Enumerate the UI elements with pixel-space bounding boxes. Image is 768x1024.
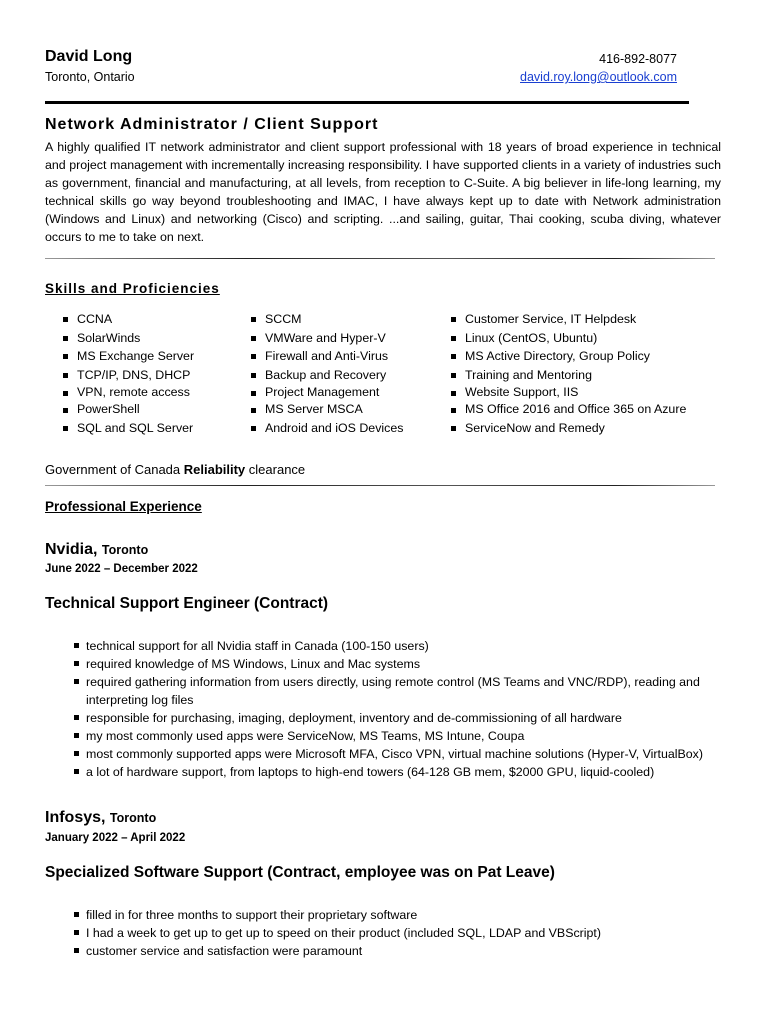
skill-item: MS Exchange Server — [61, 347, 194, 366]
skill-item: VPN, remote access — [61, 384, 194, 401]
skill-item: CCNA — [61, 310, 194, 329]
skill-item: Project Management — [249, 384, 403, 401]
job-role: Specialized Software Support (Contract, employee was on Pat Leave) — [45, 864, 555, 881]
skill-item: Training and Mentoring — [449, 366, 686, 385]
candidate-name: David Long — [45, 48, 133, 65]
skill-item: Backup and Recovery — [249, 366, 403, 385]
skill-item: MS Active Directory, Group Policy — [449, 347, 686, 366]
skills-column-1 — [61, 310, 194, 437]
skill-item: SCCM — [249, 310, 403, 329]
skills-column-2 — [249, 310, 403, 437]
job-role: Technical Support Engineer (Contract) — [45, 595, 329, 612]
duty-item: most commonly supported apps were Microsoft MFA, Cisco VPN, virtual machine solutions (Hyper-V, VirtualBox) — [74, 745, 734, 763]
duty-item: customer service and satisfaction were paramount — [74, 942, 734, 960]
skill-item: SolarWinds — [61, 329, 194, 348]
skill-item: VMWare and Hyper-V — [249, 329, 403, 348]
skill-item: MS Server MSCA — [249, 401, 403, 419]
duty-item: required gathering information from users directly, using remote control (MS Teams and VNC/RDP), reading and interpreting log files — [74, 673, 734, 709]
duty-item: I had a week to get up to get up to speed on their product (included SQL, LDAP and VBScript) — [74, 924, 734, 942]
job-duties — [74, 637, 734, 781]
duty-item: required knowledge of MS Windows, Linux and Mac systems — [74, 655, 734, 673]
duty-item: my most commonly used apps were ServiceNow, MS Teams, MS Intune, Coupa — [74, 727, 734, 745]
skill-item: Android and iOS Devices — [249, 419, 403, 438]
clearance-suffix: clearance — [245, 462, 306, 477]
job-dates: June 2022 – December 2022 — [45, 563, 198, 575]
duty-item: a lot of hardware support, from laptops to high-end towers (64-128 GB mem, $2000 GPU, liquid-cooled) — [74, 763, 734, 781]
clearance-prefix: Government of Canada — [45, 462, 184, 477]
skill-item: TCP/IP, DNS, DHCP — [61, 366, 194, 385]
header-divider — [45, 101, 689, 104]
job-company — [45, 809, 156, 827]
profile-title: Network Administrator / Client Support — [45, 116, 379, 133]
skill-item: Customer Service, IT Helpdesk — [449, 310, 686, 329]
skill-item: MS Office 2016 and Office 365 on Azure — [449, 401, 686, 419]
skill-item: ServiceNow and Remedy — [449, 419, 686, 438]
job-dates: January 2022 – April 2022 — [45, 832, 186, 844]
phone-number: 416-892-8077 — [599, 52, 677, 66]
section-divider — [45, 485, 715, 486]
skill-item: Website Support, IIS — [449, 384, 686, 401]
skills-heading: Skills and Proficiencies — [45, 281, 220, 296]
company-name: Nvidia, — [45, 541, 98, 558]
duty-item: filled in for three months to support their proprietary software — [74, 906, 734, 924]
company-location: Toronto — [109, 811, 157, 825]
section-divider — [45, 258, 715, 259]
duty-item: technical support for all Nvidia staff in Canada (100-150 users) — [74, 637, 734, 655]
skill-item: SQL and SQL Server — [61, 419, 194, 438]
experience-heading: Professional Experience — [45, 499, 202, 514]
company-location: Toronto — [101, 543, 149, 557]
skill-item: Linux (CentOS, Ubuntu) — [449, 329, 686, 348]
job-company — [45, 541, 148, 559]
clearance-level: Reliability — [183, 462, 246, 477]
profile-summary: A highly qualified IT network administrator and client support professional with 18 years of broad experience in technical and project management with incrementally increasing responsibility. I have supported clients in a variety of industries such as government, financial and manufacturing, at all levels, from reception to C-Suite. A big believer in life-long learning, my technical skills go way beyond troubleshooting and IMAC, I have always kept up to date with Network administration (Windows and Linux) and networking (Cisco) and scripting. ...and sailing, guitar, Thai cooking, scuba diving, whatever occurs to me to take on next. — [45, 140, 721, 244]
job-duties — [74, 906, 734, 960]
skill-item: Firewall and Anti-Virus — [249, 347, 403, 366]
security-clearance — [45, 462, 305, 477]
company-name: Infosys, — [45, 809, 106, 826]
skill-item: PowerShell — [61, 401, 194, 419]
duty-item: responsible for purchasing, imaging, deployment, inventory and de-commissioning of all hardware — [74, 709, 734, 727]
candidate-city: Toronto, Ontario — [45, 70, 135, 84]
email-link[interactable]: david.roy.long@outlook.com — [520, 70, 677, 84]
skills-column-3 — [449, 310, 686, 437]
